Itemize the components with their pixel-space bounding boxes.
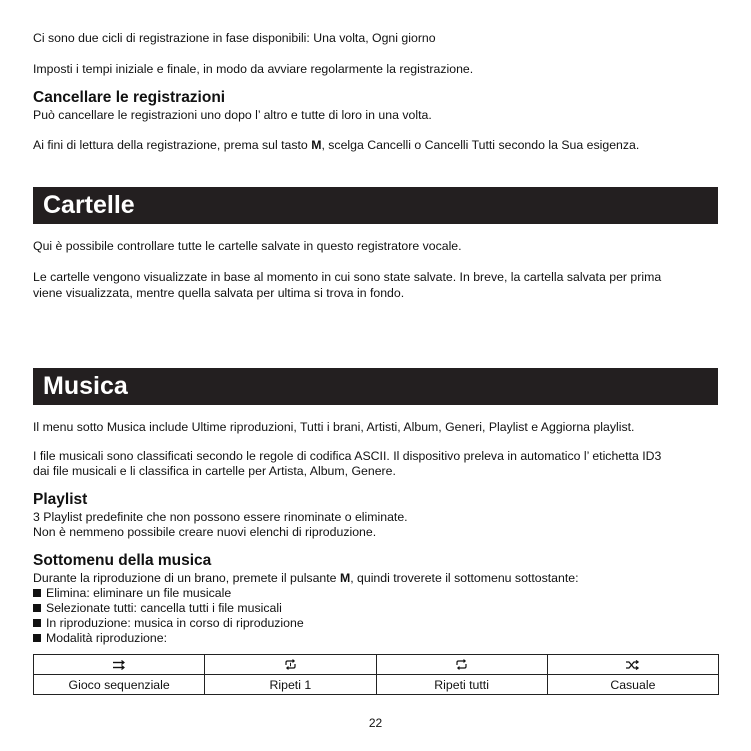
bullet-icon xyxy=(33,619,41,627)
play-mode-table xyxy=(33,654,719,695)
cancel-heading: Cancellare le registrazioni xyxy=(33,89,226,106)
cancel-text-2: Ai fini di lettura della registrazione, prema sul tasto M, scelga Cancelli o Cancelli Tutti secondo la Sua esigenza. xyxy=(33,138,640,152)
folders-text-2: Le cartelle vengono visualizzate in base al momento in cui sono state salvate. In breve, la cartella salvata per prima xyxy=(33,270,662,284)
folders-title: Cartelle xyxy=(43,191,135,219)
bullet-icon xyxy=(33,589,41,597)
submenu-heading: Sottomenu della musica xyxy=(33,552,212,569)
music-text-1: Il menu sotto Musica include Ultime riproduzioni, Tutti i brani, Artisti, Album, Generi, Playlist e Aggiorna playlist. xyxy=(33,420,635,434)
mode-label-repeat-one: Ripeti 1 xyxy=(205,675,376,695)
recording-cycles-text: Ci sono due cicli di registrazione in fase disponibili: Una volta, Ogni giorno xyxy=(33,31,436,45)
sequential-icon xyxy=(112,660,126,670)
music-banner xyxy=(33,368,718,405)
submenu-bullet-delete: Elimina: eliminare un file musicale xyxy=(33,585,231,601)
playlist-text-1: 3 Playlist predefinite che non possono essere rinominate o eliminate. xyxy=(33,510,408,524)
repeat-one-icon xyxy=(284,659,297,670)
folders-text-3: viene visualizzata, mentre quella salvata per ultima si trova in fondo. xyxy=(33,286,405,300)
repeat-one-cell xyxy=(205,655,376,675)
submenu-bullet-select-all: Selezionate tutti: cancella tutti i file musicali xyxy=(33,600,282,616)
submenu-bullet-now-playing: In riproduzione: musica in corso di riproduzione xyxy=(33,615,304,631)
folders-text-1: Qui è possibile controllare tutte le cartelle salvate in questo registratore vocale. xyxy=(33,239,462,253)
playlist-heading: Playlist xyxy=(33,491,88,508)
mode-label-repeat-all: Ripeti tutti xyxy=(376,675,547,695)
music-text-3: dai file musicali e li classifica in cartelle per Artista, Album, Genere. xyxy=(33,464,396,478)
play-mode-labels-row xyxy=(34,675,719,695)
shuffle-cell xyxy=(547,655,718,675)
repeat-all-icon xyxy=(455,659,468,670)
cancel-text-1: Può cancellare le registrazioni uno dopo l’ altro e tutte di loro in una volta. xyxy=(33,108,432,122)
recording-times-text: Imposti i tempi iniziale e finale, in modo da avviare regolarmente la registrazione. xyxy=(33,62,474,76)
playlist-text-2: Non è nemmeno possibile creare nuovi elenchi di riproduzione. xyxy=(33,525,377,539)
music-text-2: I file musicali sono classificati secondo le regole di codifica ASCII. Il dispositivo preleva in automatico l’ etichetta ID3 xyxy=(33,449,662,463)
shuffle-icon xyxy=(625,660,640,670)
repeat-all-cell xyxy=(376,655,547,675)
sequential-cell xyxy=(34,655,205,675)
submenu-bullet-play-mode: Modalità riproduzione: xyxy=(33,630,167,646)
mode-label-shuffle: Casuale xyxy=(547,675,718,695)
submenu-intro: Durante la riproduzione di un brano, premete il pulsante M, quindi troverete il sottomenu sottostante: xyxy=(33,571,579,585)
mode-label-sequential: Gioco sequenziale xyxy=(34,675,205,695)
music-title: Musica xyxy=(43,372,128,400)
folders-banner xyxy=(33,187,718,224)
bullet-icon xyxy=(33,634,41,642)
play-mode-icons-row xyxy=(34,655,719,675)
bullet-icon xyxy=(33,604,41,612)
page-number: 22 xyxy=(368,716,383,730)
